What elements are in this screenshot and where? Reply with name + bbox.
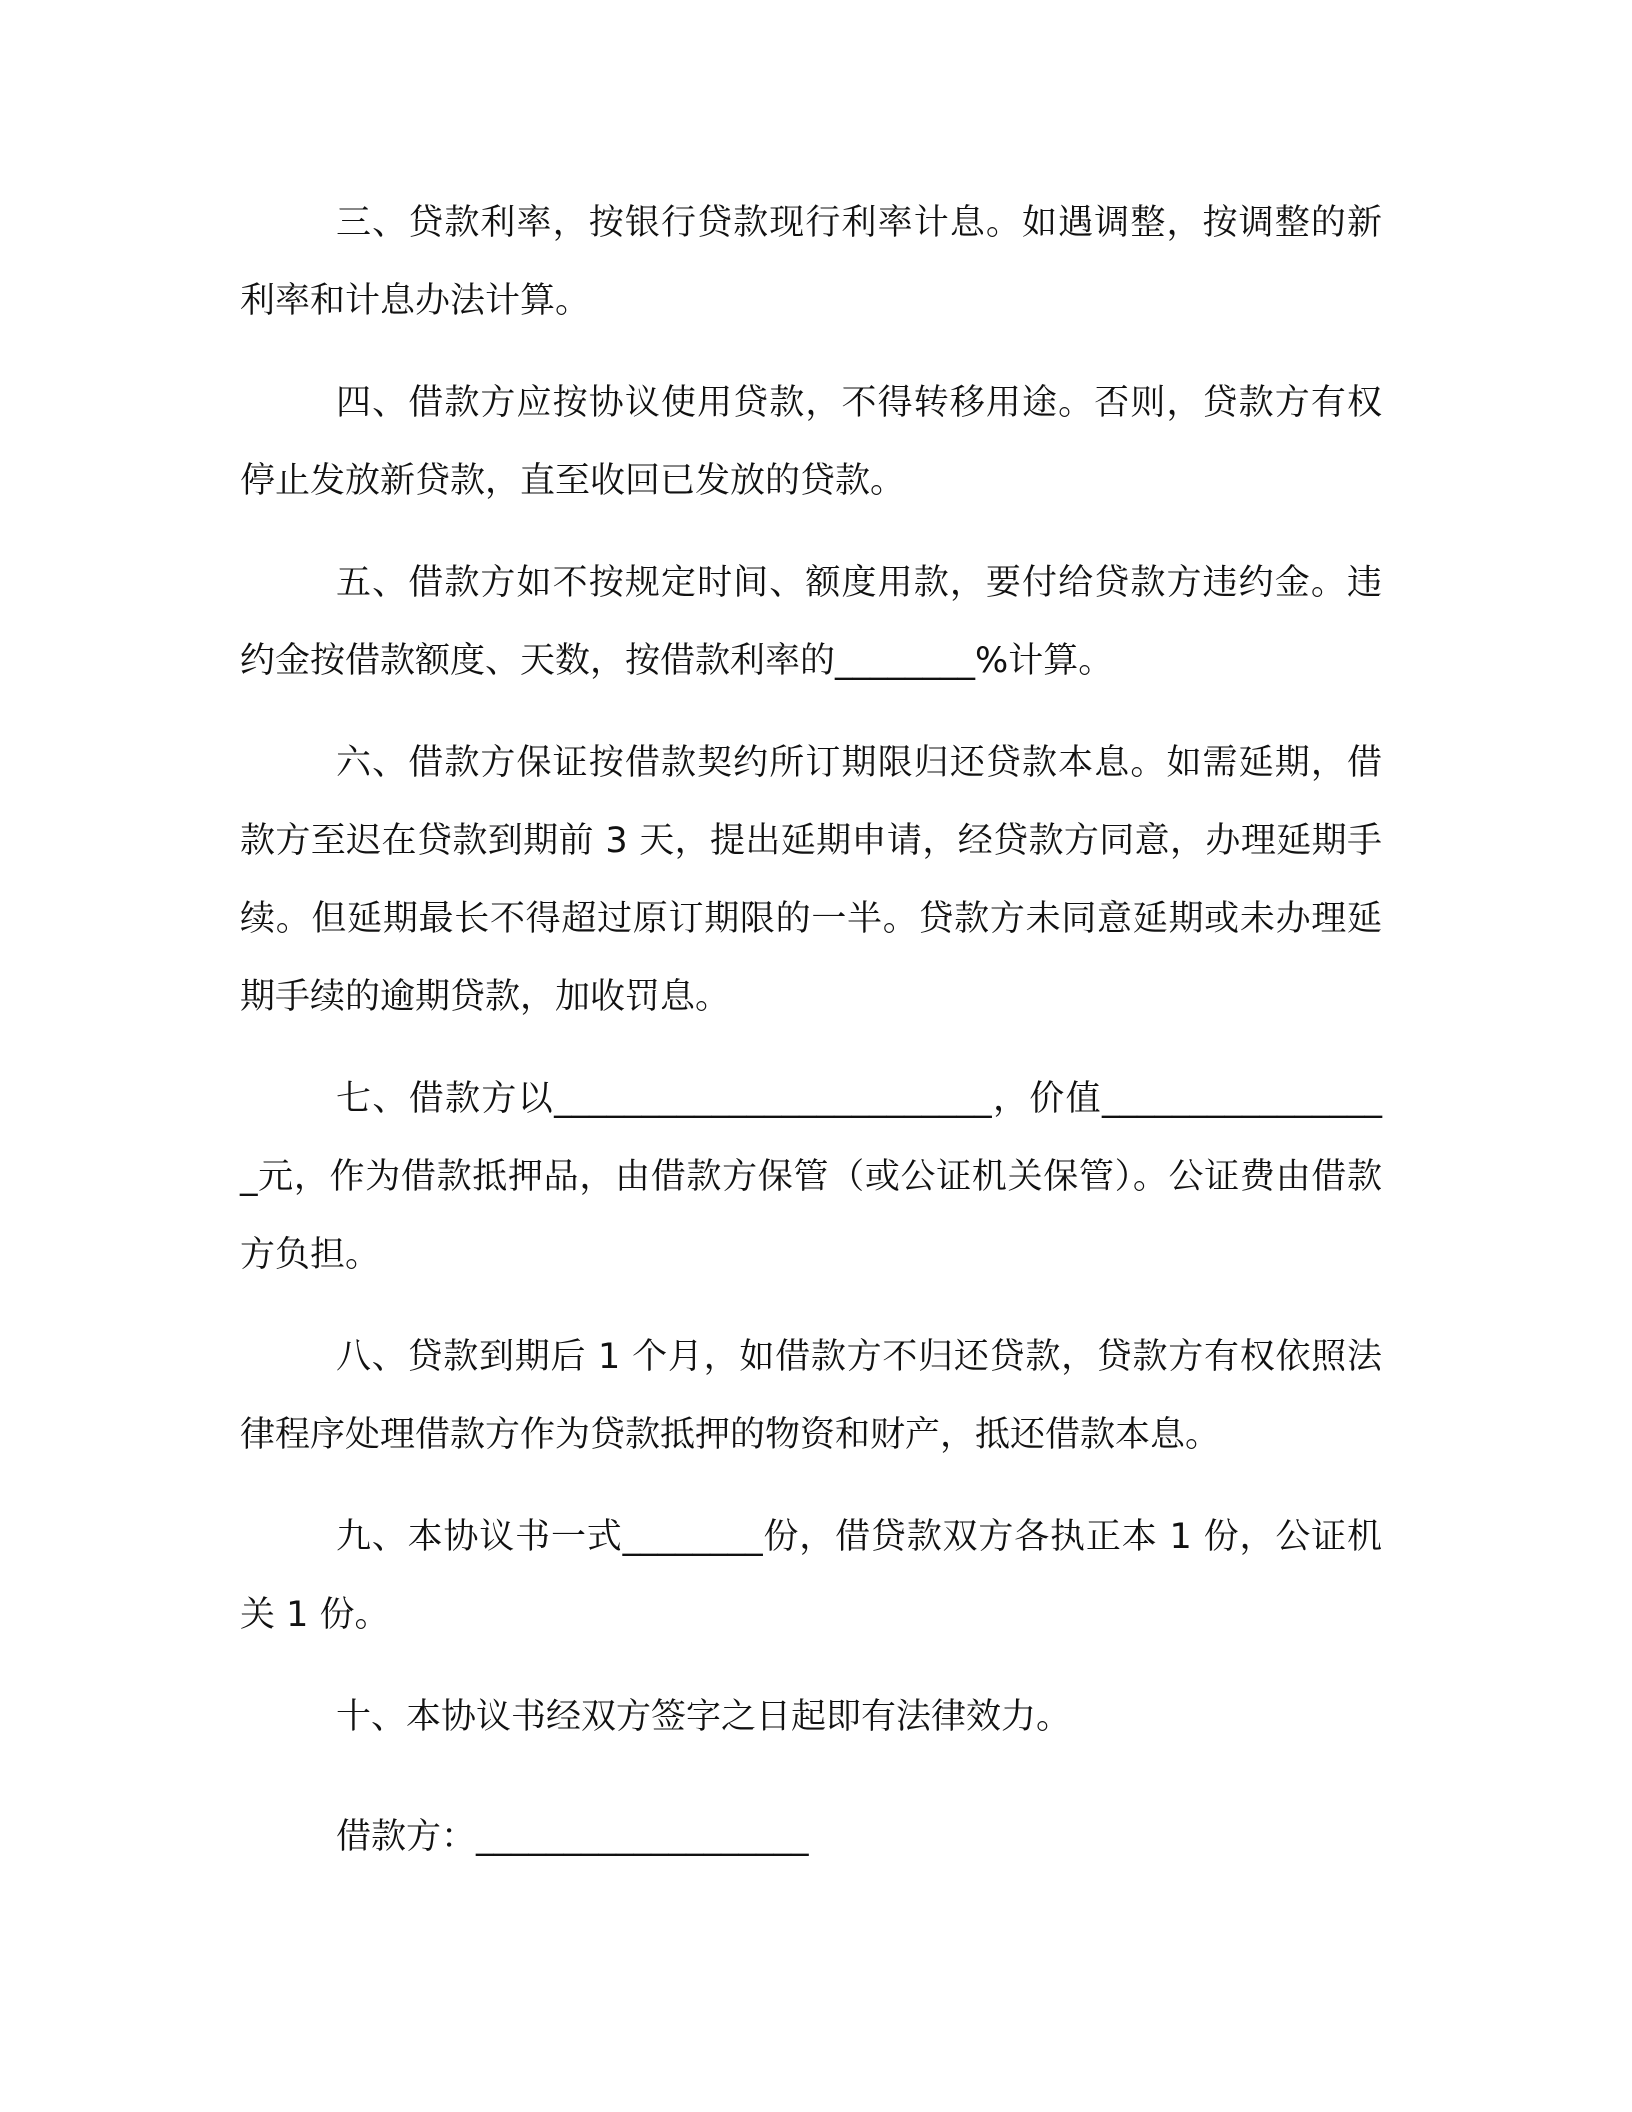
clause-3-paragraph: 三、贷款利率，按银行贷款现行利率计息。如遇调整，按调整的新利率和计息办法计算。 — [240, 203, 1382, 321]
borrower-signature-line — [240, 1798, 1382, 1876]
borrower-signature-blank: ___________________ — [476, 1817, 809, 1857]
clause-7-paragraph: 七、借款方以_________________________，价值_________________元，作为借款抵押品，由借款方保管（或公证机关保管）。公证费由借款方负担。 — [240, 1079, 1382, 1275]
document-body — [240, 184, 1382, 1876]
borrower-signature-label: 借款方： — [336, 1817, 477, 1857]
clause-9-paragraph: 九、本协议书一式________份，借贷款双方各执正本 1 份，公证机关 1 份。 — [240, 1517, 1382, 1635]
clause-4-paragraph: 四、借款方应按协议使用贷款，不得转移用途。否则，贷款方有权停止发放新贷款，直至收回已发放的贷款。 — [240, 383, 1382, 501]
clause-8-paragraph: 八、贷款到期后 1 个月，如借款方不归还贷款，贷款方有权依照法律程序处理借款方作为贷款抵押的物资和财产，抵还借款本息。 — [240, 1337, 1382, 1455]
clause-5-paragraph: 五、借款方如不按规定时间、额度用款，要付给贷款方违约金。违约金按借款额度、天数，按借款利率的________%计算。 — [240, 563, 1382, 681]
clause-10-paragraph: 十、本协议书经双方签字之日起即有法律效力。 — [336, 1697, 1072, 1737]
clause-6-paragraph: 六、借款方保证按借款契约所订期限归还贷款本息。如需延期，借款方至迟在贷款到期前 3 天，提出延期申请，经贷款方同意，办理延期手续。但延期最长不得超过原订期限的一半。贷款方未同意延期或未办理延期手续的逾期贷款，加收罚息。 — [240, 743, 1382, 1017]
